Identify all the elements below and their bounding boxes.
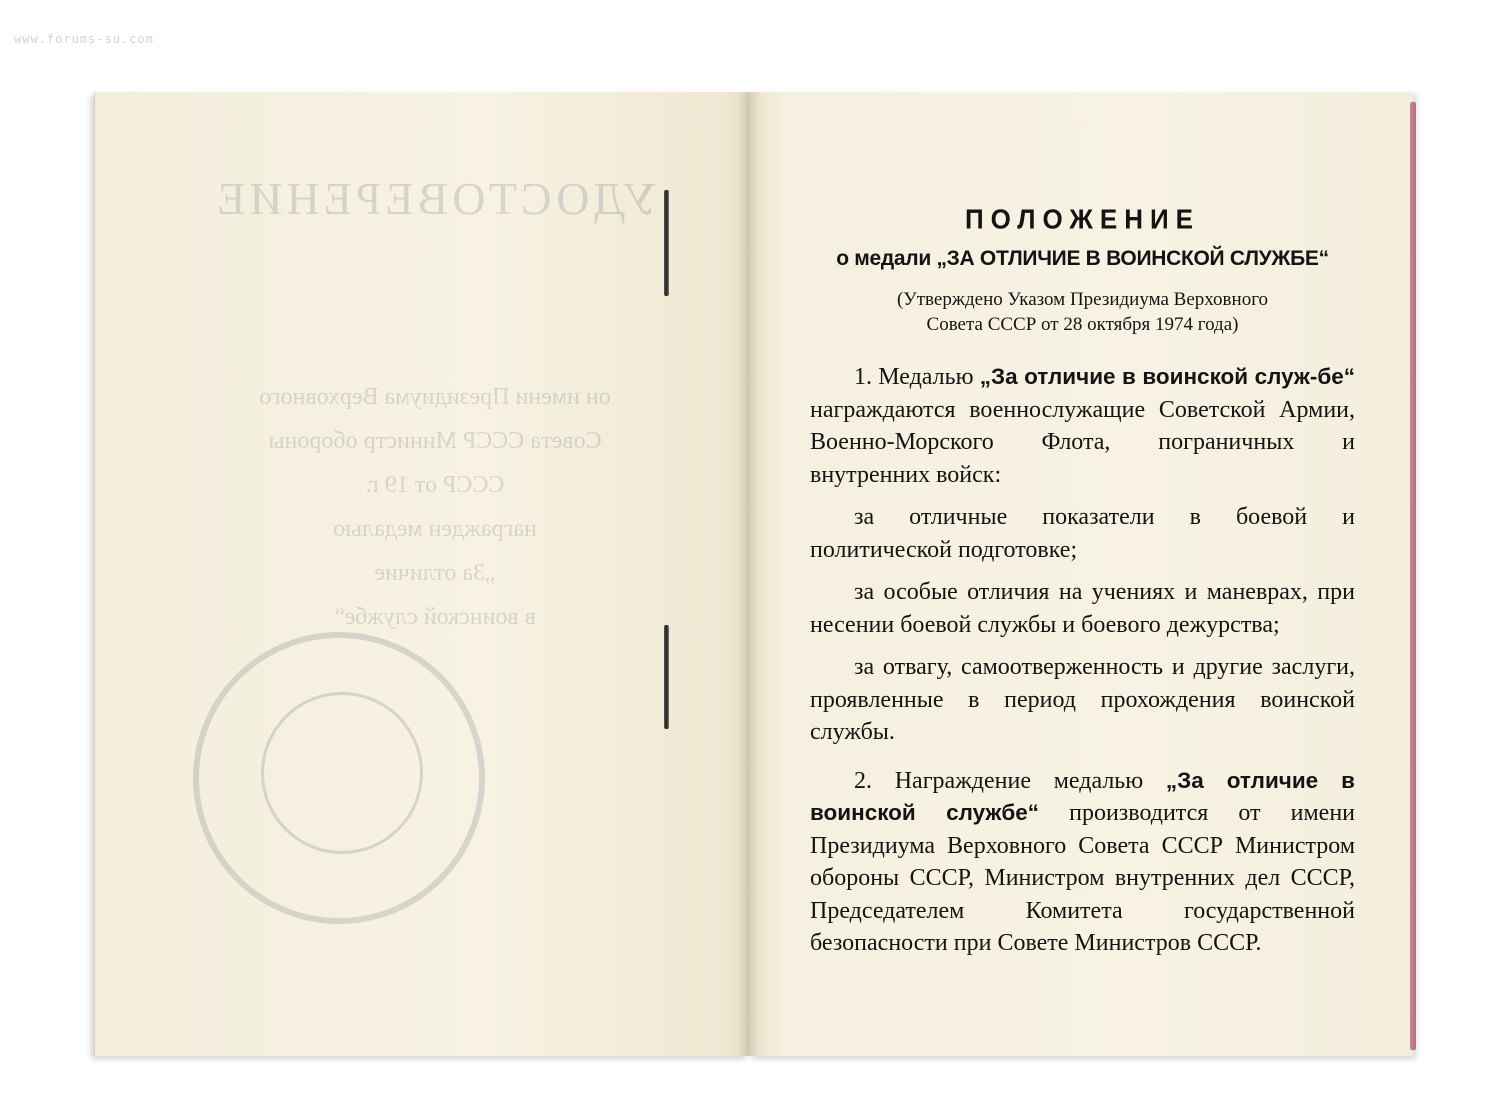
ghost-line: „За отличие: [374, 560, 496, 586]
paragraph-2-prefix: 2. Награждение медалью: [854, 767, 1166, 794]
bleed-through-text: [135, 152, 735, 1012]
paragraph-2: [810, 765, 1355, 960]
watermark-text: www.forums-su.com: [14, 32, 154, 46]
ghost-line: Совета СССР Министр обороны: [268, 428, 602, 454]
staple-top: [664, 190, 669, 296]
paragraph-criteria-3: за отвагу, самоотверженность и другие заслуги, проявленные в период прохождения воинской службы.: [810, 654, 1355, 745]
ghost-seal-emblem: [261, 692, 423, 854]
staple-bottom: [664, 625, 669, 729]
paragraph-criteria-1: за отличные показатели в боевой и политической подготовке;: [810, 504, 1355, 563]
ghost-line: награжден медалью: [333, 516, 537, 542]
paragraph-1-rest: награждаются военнослужащие Советской Армии, Военно-Морского Флота, пограничных и внутренних войск:: [810, 396, 1355, 488]
ghost-title: УДОСТОВЕРЕНИЕ: [213, 173, 657, 224]
paragraph-2-medal-name: „За отличие в воинской службе“: [810, 767, 1355, 825]
spine-shadow: [738, 92, 760, 1056]
ghost-line: в воинской службе“: [334, 604, 536, 630]
ghost-line: СССР от 19 г.: [365, 472, 505, 498]
document-subtitle: о медали „ЗА ОТЛИЧИЕ В ВОИНСКОЙ СЛУЖБЕ“: [836, 247, 1329, 270]
document-title: ПОЛОЖЕНИЕ: [964, 203, 1201, 235]
approval-line-2: Совета СССР от 28 октября 1974 года): [926, 314, 1239, 335]
paragraph-1-prefix: 1. Медалью: [854, 364, 980, 390]
ghost-line: он имени Президиума Верховного: [259, 384, 611, 410]
approval-note: [810, 287, 1355, 337]
paragraph-1: [810, 361, 1355, 491]
paragraph-criteria-2: за особые отличия на учениях и маневрах, при несении боевой службы и боевого дежурства;: [810, 579, 1355, 638]
regulation-text: [810, 196, 1355, 960]
paragraph-1-medal-name: „За отличие в воинской служ-бе“: [979, 364, 1355, 389]
left-page: [94, 92, 749, 1056]
cover-edge: [1410, 102, 1416, 1050]
paragraph-2-rest: производится от имени Президиума Верховного Совета СССР Министром обороны СССР, Министром внутренних дел СССР, Председателем Комитета государственной безопасности при Совете Министров СССР.: [810, 800, 1355, 956]
approval-line-1: (Утверждено Указом Президиума Верховного: [896, 289, 1269, 310]
